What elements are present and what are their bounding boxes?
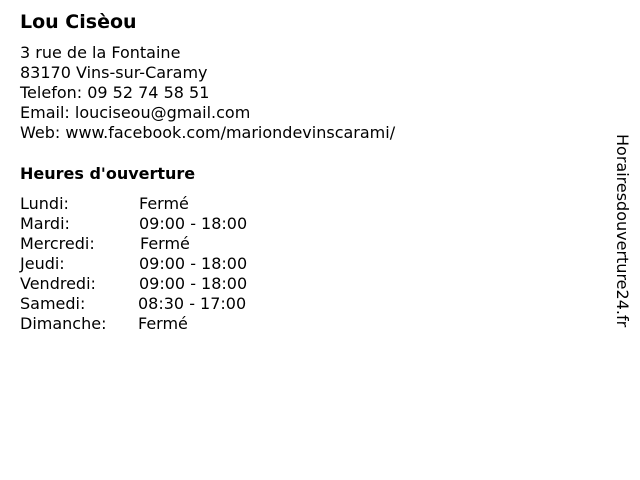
hours-row-monday [20, 194, 280, 214]
hours-row-tuesday [20, 214, 280, 234]
website-url: Web: www.facebook.com/mariondevinscarami/ [20, 123, 396, 142]
hours-row-friday [20, 274, 280, 294]
hours-row-saturday [20, 294, 280, 314]
day-label: Vendredi: [20, 274, 96, 293]
business-name: Lou Cisèou [20, 11, 137, 33]
day-label: Jeudi: [20, 254, 65, 273]
hours-row-thursday [20, 254, 280, 274]
day-label: Lundi: [20, 194, 69, 213]
day-label: Samedi: [20, 294, 86, 313]
opening-hours-table [20, 194, 280, 334]
day-hours: Fermé [138, 314, 188, 333]
site-watermark: Horairesdouverture24.fr [613, 134, 632, 328]
phone-number: Telefon: 09 52 74 58 51 [20, 83, 210, 102]
day-hours: 09:00 - 18:00 [139, 214, 248, 233]
hours-row-wednesday [20, 234, 280, 254]
day-hours: 09:00 - 18:00 [139, 274, 248, 293]
day-hours: Fermé [140, 234, 190, 253]
postal-city: 83170 Vins-sur-Caramy [20, 63, 208, 82]
day-hours: 08:30 - 17:00 [138, 294, 247, 313]
day-label: Dimanche: [20, 314, 107, 333]
hours-row-sunday [20, 314, 280, 334]
day-hours: 09:00 - 18:00 [139, 254, 248, 273]
day-label: Mercredi: [20, 234, 95, 253]
address-block [20, 43, 395, 143]
email-address: Email: louciseou@gmail.com [20, 103, 251, 122]
street-address: 3 rue de la Fontaine [20, 43, 181, 62]
day-hours: Fermé [139, 194, 189, 213]
day-label: Mardi: [20, 214, 70, 233]
hours-heading: Heures d'ouverture [20, 164, 196, 183]
